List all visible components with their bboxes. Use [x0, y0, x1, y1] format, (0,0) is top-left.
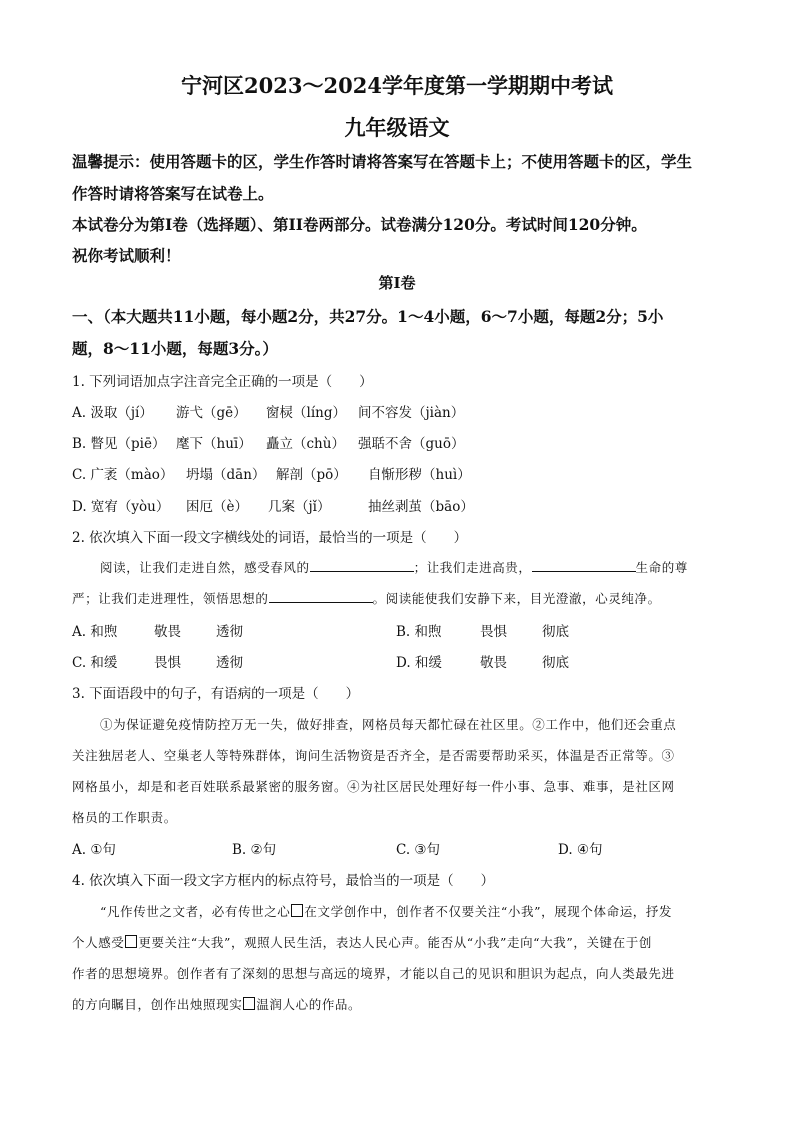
q3-passage-line-2: 关注独居老人、空巢老人等特殊群体，询问生活物资是否齐全，是否需要帮助采买，体温是否正常等。③ — [72, 748, 675, 763]
q2-c-3: 透彻 — [216, 655, 243, 671]
q2-passage-text: 阅读，让我们走进自然，感受春风的 — [100, 560, 310, 575]
q1-a-4: 间不容发（jiàn） — [358, 405, 465, 421]
q2-a-2: 敬畏 — [154, 624, 181, 640]
notice-line-1: 温馨提示：使用答题卡的区，学生作答时请将答案写在答题卡上；不使用答题卡的区，学生 — [72, 152, 693, 171]
q4-passage-text: 更要关注“大我”，观照人民生活，表达人民心声。能否从“小我”走向“大我”，关键在于创 — [138, 935, 652, 950]
q4-punct-box-3 — [243, 997, 255, 1010]
exam-title: 宁河区2023～2024学年度第一学期期中考试 — [181, 73, 613, 98]
notice-line-2: 作答时请将答案写在试卷上。 — [72, 184, 274, 203]
section-title: 第Ⅰ卷 — [378, 274, 416, 292]
section-intro-1: 一、（本大题共11小题，每小题2分，共27分。1～4小题，6～7小题，每题2分；5小 — [72, 307, 664, 326]
q2-blank-1 — [310, 559, 414, 572]
q1-b-2: 麾下（huī） — [176, 436, 252, 452]
q1-b-1: B. 瞥见（piē） — [72, 436, 166, 452]
q2-b-1: B. 和煦 — [396, 624, 442, 640]
q1-a-3: 窗棂（líng） — [266, 405, 346, 421]
q2-a-3: 透彻 — [216, 624, 243, 640]
q1-a-2: 游弋（gē） — [176, 405, 247, 421]
q4-passage-line-4 — [72, 995, 361, 1013]
q4-passage-line-3: 作者的思想境界。创作者有了深刻的思想与高远的境界，才能以自己的见识和胆识为起点，向人类最先进 — [72, 966, 675, 981]
q3-passage-line-1: ①为保证避免疫情防控万无一失，做好排查，网格员每天都忙碌在社区里。②工作中，他们还会重点 — [100, 717, 677, 732]
q2-passage-text: 生命的尊 — [635, 560, 688, 575]
q1-d-3: 几案（jǐ） — [268, 499, 331, 515]
q3-passage-line-4: 格员的工作职责。 — [72, 810, 177, 825]
q2-option-d[interactable] — [396, 651, 569, 671]
q1-option-d[interactable] — [72, 495, 474, 515]
q2-stem: 2. 依次填入下面一段文字横线处的词语，最恰当的一项是（ ） — [72, 530, 468, 546]
q1-b-3: 矗立（chù） — [266, 436, 345, 452]
q2-blank-2 — [532, 559, 636, 572]
q1-a-1: A. 汲取（jí） — [72, 405, 153, 421]
q1-c-2: 坍塌（dān） — [186, 467, 266, 483]
section-intro-2: 题，8～11小题，每题3分。） — [72, 339, 278, 358]
q2-b-2: 畏惧 — [480, 624, 507, 640]
q2-d-1: D. 和缓 — [396, 655, 442, 671]
q1-c-3: 解剖（pō） — [276, 467, 347, 483]
q4-passage-line-2 — [72, 933, 652, 951]
q3-option-d[interactable]: D. ④句 — [558, 842, 603, 858]
q1-stem: 1. 下列词语加点字注音完全正确的一项是（ ） — [72, 374, 373, 390]
q4-passage-text: 温润人心的作品。 — [256, 997, 362, 1012]
q1-d-1: D. 宽宥（yòu） — [72, 499, 170, 515]
q4-punct-box-1 — [291, 904, 303, 917]
q1-b-4: 强聒不舍（guō） — [358, 436, 465, 452]
q2-b-3: 彻底 — [542, 624, 569, 640]
q1-c-4: 自惭形秽（huì） — [368, 467, 471, 483]
q1-option-c[interactable] — [72, 463, 471, 483]
notice-line-3: 本试卷分为第Ⅰ卷（选择题）、第II卷两部分。试卷满分120分。考试时间120分钟。 — [72, 215, 647, 234]
q4-passage-text: 的方向瞩目，创作出烛照现实 — [72, 997, 243, 1012]
q4-passage-text: “凡作传世之文者，必有传世之心 — [100, 904, 291, 919]
q2-option-b[interactable] — [396, 620, 569, 640]
q3-option-b[interactable]: B. ②句 — [232, 842, 277, 858]
q3-stem: 3. 下面语段中的句子，有语病的一项是（ ） — [72, 686, 360, 702]
q2-blank-3 — [269, 590, 373, 603]
q2-option-a[interactable] — [72, 620, 243, 640]
q2-passage-text: 严；让我们走进理性，领悟思想的 — [72, 591, 269, 606]
q2-c-2: 畏惧 — [154, 655, 181, 671]
q1-option-a[interactable] — [72, 401, 464, 421]
q4-punct-box-2 — [125, 935, 137, 948]
q2-d-2: 敬畏 — [480, 655, 507, 671]
q4-stem: 4. 依次填入下面一段文字方框内的标点符号，最恰当的一项是（ ） — [72, 873, 495, 889]
q2-option-c[interactable] — [72, 651, 243, 671]
exam-subject: 九年级语文 — [344, 115, 450, 140]
q1-option-b[interactable] — [72, 432, 464, 452]
notice-line-4: 祝你考试顺利！ — [72, 246, 181, 265]
q2-passage-text: ；让我们走进高贵， — [413, 560, 532, 575]
q1-c-1: C. 广袤（mào） — [72, 467, 174, 483]
q4-passage-line-1 — [100, 902, 672, 920]
q2-c-1: C. 和缓 — [72, 655, 118, 671]
q3-option-c[interactable]: C. ③句 — [396, 842, 441, 858]
q2-passage-line-1 — [100, 558, 688, 576]
q4-passage-text: 个人感受 — [72, 935, 125, 950]
q2-passage-line-2 — [72, 589, 661, 607]
q2-passage-text: 。阅读能使我们安静下来，目光澄澈，心灵纯净。 — [372, 591, 661, 606]
q2-d-3: 彻底 — [542, 655, 569, 671]
q2-a-1: A. 和煦 — [72, 624, 118, 640]
q3-option-a[interactable]: A. ①句 — [72, 842, 116, 858]
q1-d-2: 困厄（è） — [186, 499, 248, 515]
q3-passage-line-3: 网格虽小，却是和老百姓联系最紧密的服务窗。④为社区居民处理好每一件小事、急事、难事，是社区网 — [72, 779, 675, 794]
q4-passage-text: 在文学创作中，创作者不仅要关注“小我”，展现个体命运，抒发 — [304, 904, 673, 919]
q1-d-4: 抽丝剥茧（bāo） — [368, 499, 474, 515]
